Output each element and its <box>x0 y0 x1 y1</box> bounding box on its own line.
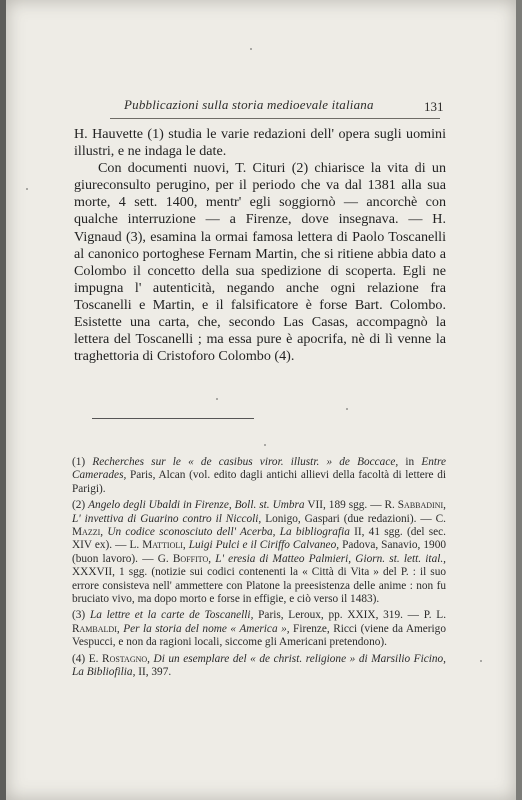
running-head: Pubblicazioni sulla storia medioevale italiana <box>124 97 374 112</box>
scan-right-edge <box>516 0 522 800</box>
footnote-series: Entre Camerades, <box>72 456 446 482</box>
footnote-author: P. L. Rambaldi, <box>72 609 447 635</box>
scan-speck <box>346 408 348 410</box>
footnote-title: L' invettiva di Guarino contro il Niccoli, <box>72 512 262 525</box>
header-rule <box>110 118 440 119</box>
footnote-text: Paris, Leroux, pp. XXIX, 319. — <box>253 609 424 622</box>
footnote-1 <box>72 456 446 496</box>
footnote-title: Un codice sconosciuto dell' Acerba, La bibliografia <box>103 526 350 539</box>
footnote-title: La lettre et la carte de Toscanelli, <box>89 609 254 622</box>
footnote-text: Lonigo, Gaspari (due redazioni). — <box>261 512 436 525</box>
footnote-number: (3) <box>72 609 86 622</box>
scan-speck <box>250 48 252 50</box>
footnote-text: Firenze, Ricci (viene da Amerigo Vespucci, e non da ragioni locali, siccome gli Americani pretendono). <box>72 622 446 649</box>
scan-speck <box>26 188 28 190</box>
footnote-author: L. Mattioli, <box>129 539 186 552</box>
footnote-number: (4) <box>72 652 86 665</box>
footnote-author: R. Sabbadini, <box>384 499 446 512</box>
scan-speck <box>264 444 266 446</box>
footnote-number: (2) <box>72 499 86 512</box>
footnote-title: Recherches sur le « de casibus viror. illustr. » de Boccace, <box>92 456 399 468</box>
footnote-title: L' eresia di Matteo Palmieri, Giorn. st. lett. ital., <box>211 552 447 565</box>
footnote-text: Padova, Sanavio, 1900 (buon lavoro). — <box>72 539 446 565</box>
footnote-number: (1) <box>72 456 86 468</box>
footnote-text: XXXVII, 1 sgg. (notizie sui codici contenenti la « Città di Vita » del P. : il suo errore consisteva nell' ammettere con Platone la preesistenza delle anime : non fu bruciato vivo, ma dopo morto e forse in effigie, e ciò verso il 1483). <box>72 566 446 606</box>
footnote-author: G. Boffito, <box>157 552 212 565</box>
scan-speck <box>216 398 218 400</box>
paragraph-2: Con documenti nuovi, T. Cituri (2) chiarisce la vita di un giureconsulto perugino, per il periodo che va dal 1381 alla sua morte, 4 sett. 1400, mentr' egli soggiornò — ancorchè con qualche interruzione — a Firenze, dove insegnava. — H. Vignaud (3), esamina la ormai famosa lettera di Paolo Toscanelli al canonico portoghese Fernam Martin, che si ritiene abbia dato a Colombo il concetto della sua spedizione di scoperta. Egli ne impugna l' autenticità, negando anche ogni relazione fra Toscanelli e Martin, e il falsificatore è forse Bart. Colombo. Esistette una carta, che, secondo Las Casas, accompagnò la lettera del Toscanelli ; ma essa pure è apocrifa, nè di lì venne la traghettoria di Cristoforo Colombo (4). <box>74 160 446 365</box>
footnotes <box>72 456 446 683</box>
book-page <box>6 0 516 800</box>
page-number: 131 <box>424 99 444 114</box>
footnote-title: Angelo degli Ubaldi in Firenze, Boll. st. Umbra <box>88 499 305 512</box>
footnote-4 <box>72 653 446 680</box>
footnote-text: II, 41 sgg. (del sec. XIV ex). — <box>72 526 446 552</box>
footnote-author: C. Mazzi, <box>72 512 446 539</box>
footnote-title: Per la storia del nome « America », <box>119 622 290 635</box>
scan-speck <box>480 660 482 662</box>
footnote-3 <box>72 609 446 649</box>
footnote-text: VII, 189 sgg. — <box>304 499 385 512</box>
footnote-title: Luigi Pulci e il Ciriffo Calvaneo, <box>185 539 340 552</box>
footnote-text: II, 397. <box>135 666 172 679</box>
footnote-2 <box>72 499 446 606</box>
footnote-author: E. Rostagno, <box>88 652 150 665</box>
footnote-text: in <box>398 456 422 468</box>
footnote-text: Paris, Alcan (vol. edito dagli antichi allievi della facoltà di lettere di Parigi). <box>72 469 446 495</box>
footnote-title: Di un esemplare del « de christ. religione » di Marsilio Ficino, La Bibliofilia, <box>72 652 446 679</box>
paragraph-1: H. Hauvette (1) studia le varie redazioni dell' opera sugli uomini illustri, e ne indaga le date. <box>74 126 446 160</box>
main-text <box>74 126 446 365</box>
footnote-separator <box>92 418 254 419</box>
